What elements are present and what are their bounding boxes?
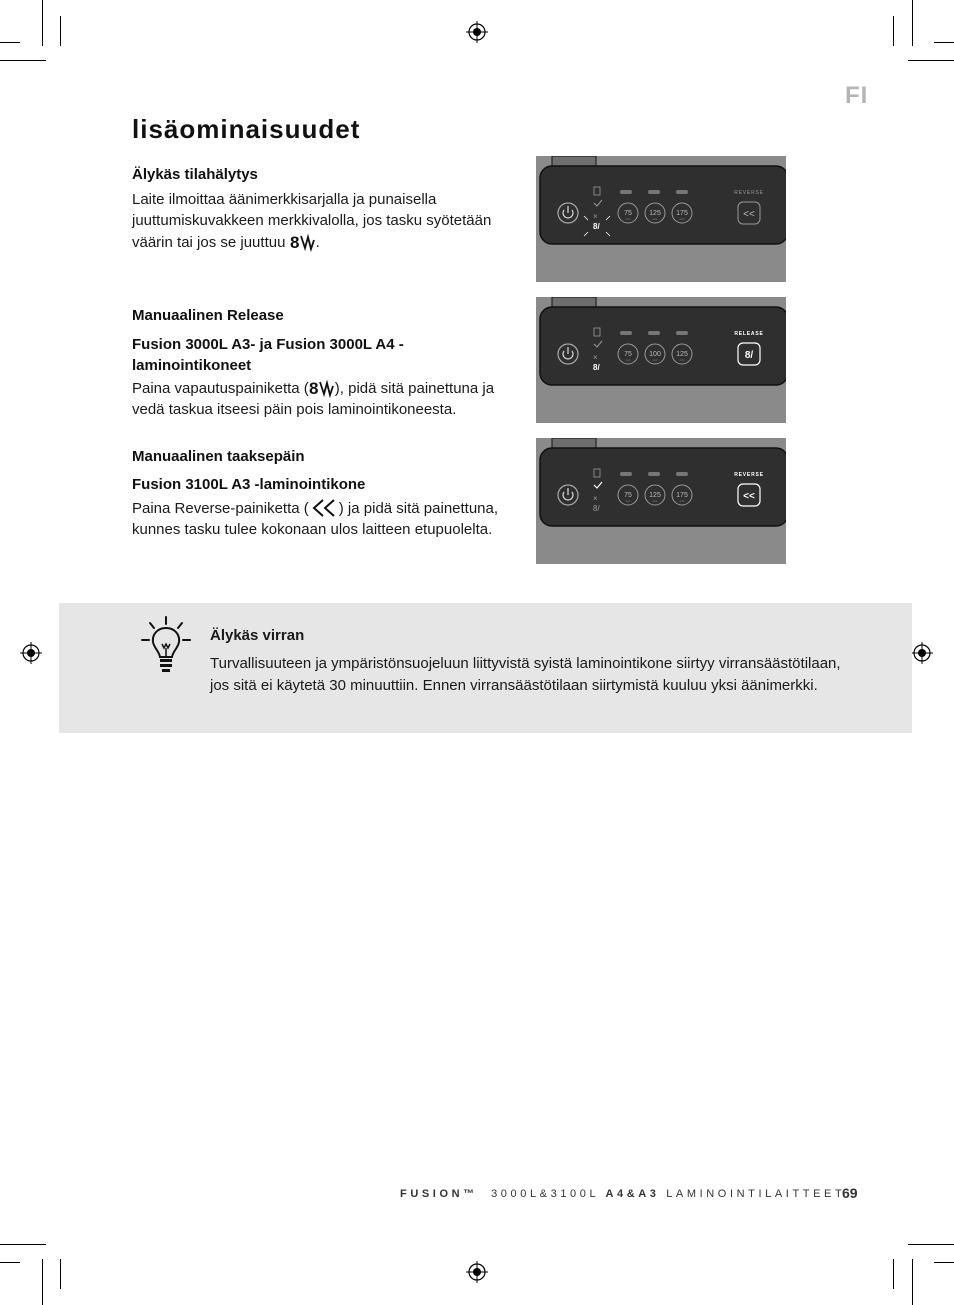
crop-mark	[0, 42, 20, 43]
crop-mark	[0, 60, 46, 61]
crop-mark	[912, 1259, 913, 1305]
crop-mark	[60, 16, 61, 46]
crop-mark	[0, 1262, 20, 1263]
temp-label: 75	[624, 210, 632, 217]
section-text: Paina vapautuspainiketta ( 8 ), pidä sitä painettuna ja vedä taskua itseesi päin pois laminointikoneesta.	[132, 379, 495, 418]
section-text: Paina Reverse-painiketta ( ) ja pidä sitä painettuna, kunnes tasku tulee kokonaan ulos laitteen etupuolelta.	[132, 497, 517, 540]
svg-text:×: ×	[593, 353, 598, 362]
svg-text:8: 8	[289, 233, 300, 252]
svg-text:8/: 8/	[593, 222, 600, 231]
temp-unit: mic	[652, 358, 658, 362]
svg-text:8/: 8/	[593, 504, 600, 513]
release-symbol: 8/	[744, 350, 754, 361]
registration-mark-icon	[466, 1261, 488, 1283]
reverse-label: REVERSE	[734, 472, 764, 478]
temp-label: 100	[649, 351, 661, 358]
registration-mark-icon	[20, 642, 42, 664]
temp-unit: mic	[625, 217, 631, 221]
language-tag: FI	[845, 82, 869, 109]
temp-unit: mic	[679, 358, 685, 362]
crop-mark	[934, 42, 954, 43]
temp-label: 125	[649, 210, 661, 217]
crop-mark	[908, 1244, 954, 1245]
reverse-symbol: <<	[743, 491, 755, 502]
control-panel-illustration-2	[536, 297, 786, 423]
section-heading: Älykäs tilahälytys	[132, 166, 258, 183]
temp-label: 75	[624, 351, 632, 358]
temp-label: 75	[624, 492, 632, 499]
temp-unit: mic	[625, 358, 631, 362]
crop-mark	[42, 1259, 43, 1305]
tip-heading: Älykäs virran	[210, 627, 305, 644]
svg-text:×: ×	[593, 494, 598, 503]
temp-unit: mic	[652, 499, 658, 503]
release-icon	[309, 377, 335, 399]
crop-mark	[893, 16, 894, 46]
release-label: RELEASE	[734, 331, 764, 337]
crop-mark	[908, 60, 954, 61]
svg-text:8/: 8/	[593, 363, 600, 372]
temp-label: 125	[676, 351, 688, 358]
reverse-label: REVERSE	[734, 190, 764, 196]
section-subheading: Fusion 3100L A3 -laminointikone	[132, 476, 366, 493]
temp-unit: mic	[652, 217, 658, 221]
crop-mark	[42, 0, 43, 46]
temp-unit: mic	[679, 499, 685, 503]
crop-mark	[893, 1259, 894, 1289]
temp-label: 175	[676, 210, 688, 217]
temp-unit: mic	[625, 499, 631, 503]
crop-mark	[934, 1262, 954, 1263]
svg-text:8: 8	[308, 379, 319, 398]
temp-label: 175	[676, 492, 688, 499]
control-panel-illustration-3	[536, 438, 786, 564]
section-text: Laite ilmoittaa äänimerkkisarjalla ja punaisella juuttumiskuvakkeen merkkivalolla, jos tasku syötetään väärin tai jos se juuttuu 8 .	[132, 191, 492, 252]
section-heading: Manuaalinen Release	[132, 307, 284, 324]
page-number: 69	[842, 1185, 858, 1201]
temp-unit: mic	[679, 217, 685, 221]
section-subheading: Fusion 3000L A3- ja Fusion 3000L A4 -laminointikoneet	[132, 336, 404, 374]
temp-label: 125	[649, 492, 661, 499]
crop-mark	[0, 1244, 46, 1245]
page-title: lisäominaisuudet	[132, 114, 361, 144]
footer-product-line: FUSION™ 3000L&3100L A4&A3 LAMINOINTILAITTEET	[400, 1188, 846, 1200]
tip-text: Turvallisuuteen ja ympäristönsuojeluun liittyvistä syistä laminointikone siirtyy virransäästötilaan, jos sitä ei käytetä 30 minuuttiin. Ennen virransäästötilaan siirtymistä kuuluu yksi äänimerkki.	[210, 655, 841, 694]
reverse-symbol: <<	[743, 209, 755, 220]
lightbulb-icon	[138, 614, 194, 676]
crop-mark	[60, 1259, 61, 1289]
reverse-icon	[309, 497, 339, 519]
crop-mark	[912, 0, 913, 46]
control-panel-illustration-1	[536, 156, 786, 282]
section-heading: Manuaalinen taaksepäin	[132, 448, 305, 465]
registration-mark-icon	[911, 642, 933, 664]
jam-icon	[290, 231, 316, 253]
registration-mark-icon	[466, 21, 488, 43]
svg-text:×: ×	[593, 212, 598, 221]
